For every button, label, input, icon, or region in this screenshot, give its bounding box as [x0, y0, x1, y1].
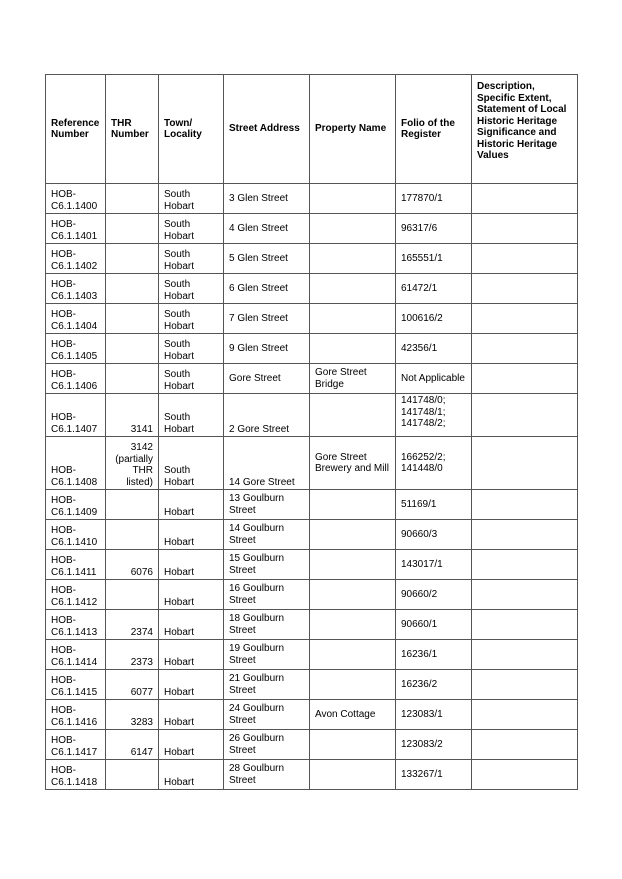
cell-description: [472, 184, 578, 214]
cell-thr-number: [106, 520, 159, 550]
cell-thr-number: [106, 490, 159, 520]
header-folio: Folio of the Register: [396, 75, 472, 184]
cell-description: [472, 490, 578, 520]
cell-description: [472, 364, 578, 394]
table-row: [46, 394, 578, 437]
cell-description: [472, 214, 578, 244]
table-row: [46, 520, 578, 550]
cell-folio: 143017/1: [396, 550, 472, 580]
heritage-register-table: [45, 74, 578, 790]
cell-reference-number: HOB-C6.1.1401: [46, 214, 106, 244]
table-row: [46, 334, 578, 364]
cell-description: [472, 334, 578, 364]
cell-street-address: 6 Glen Street: [224, 274, 310, 304]
cell-thr-number: 6076: [106, 550, 159, 580]
cell-property-name: [310, 214, 396, 244]
cell-property-name: [310, 244, 396, 274]
cell-reference-number: HOB-C6.1.1414: [46, 640, 106, 670]
cell-folio: 51169/1: [396, 490, 472, 520]
cell-reference-number: HOB-C6.1.1409: [46, 490, 106, 520]
header-description: Description, Specific Extent, Statement of Local Historic Heritage Significance and Historic Heritage Values: [472, 75, 578, 184]
cell-street-address: 13 Goulburn Street: [224, 490, 310, 520]
cell-reference-number: HOB-C6.1.1418: [46, 760, 106, 790]
cell-property-name: [310, 670, 396, 700]
cell-folio: 16236/2: [396, 670, 472, 700]
cell-reference-number: HOB-C6.1.1408: [46, 437, 106, 490]
cell-town-locality: South Hobart: [159, 214, 224, 244]
cell-folio: 90660/2: [396, 580, 472, 610]
cell-property-name: [310, 274, 396, 304]
cell-folio: 61472/1: [396, 274, 472, 304]
cell-folio: 166252/2; 141448/0: [396, 437, 472, 490]
cell-street-address: 24 Goulburn Street: [224, 700, 310, 730]
cell-thr-number: [106, 304, 159, 334]
cell-folio: 100616/2: [396, 304, 472, 334]
table-row: [46, 304, 578, 334]
cell-thr-number: 2373: [106, 640, 159, 670]
cell-description: [472, 580, 578, 610]
table-row: [46, 274, 578, 304]
cell-property-name: [310, 550, 396, 580]
cell-property-name: [310, 640, 396, 670]
cell-thr-number: 3283: [106, 700, 159, 730]
cell-thr-number: 3142 (partially THR listed): [106, 437, 159, 490]
table-row: [46, 670, 578, 700]
cell-folio: 42356/1: [396, 334, 472, 364]
table-row: [46, 244, 578, 274]
cell-thr-number: [106, 760, 159, 790]
cell-street-address: 15 Goulburn Street: [224, 550, 310, 580]
cell-description: [472, 274, 578, 304]
cell-reference-number: HOB-C6.1.1402: [46, 244, 106, 274]
cell-property-name: [310, 580, 396, 610]
table-row: [46, 700, 578, 730]
cell-street-address: 18 Goulburn Street: [224, 610, 310, 640]
cell-street-address: 14 Goulburn Street: [224, 520, 310, 550]
cell-street-address: 16 Goulburn Street: [224, 580, 310, 610]
cell-property-name: [310, 730, 396, 760]
cell-folio: 90660/1: [396, 610, 472, 640]
cell-town-locality: South Hobart: [159, 184, 224, 214]
cell-description: [472, 670, 578, 700]
cell-property-name: [310, 760, 396, 790]
cell-folio: 123083/1: [396, 700, 472, 730]
cell-description: [472, 394, 578, 437]
cell-description: [472, 520, 578, 550]
cell-property-name: [310, 334, 396, 364]
cell-description: [472, 244, 578, 274]
cell-thr-number: [106, 274, 159, 304]
cell-reference-number: HOB-C6.1.1410: [46, 520, 106, 550]
cell-street-address: 2 Gore Street: [224, 394, 310, 437]
cell-folio: 165551/1: [396, 244, 472, 274]
cell-town-locality: Hobart: [159, 700, 224, 730]
cell-description: [472, 550, 578, 580]
cell-description: [472, 700, 578, 730]
cell-reference-number: HOB-C6.1.1417: [46, 730, 106, 760]
cell-street-address: 3 Glen Street: [224, 184, 310, 214]
cell-description: [472, 304, 578, 334]
cell-town-locality: South Hobart: [159, 364, 224, 394]
table-row: [46, 730, 578, 760]
header-street-address: Street Address: [224, 75, 310, 184]
cell-street-address: 9 Glen Street: [224, 334, 310, 364]
cell-property-name: [310, 394, 396, 437]
cell-description: [472, 610, 578, 640]
cell-street-address: 26 Goulburn Street: [224, 730, 310, 760]
cell-reference-number: HOB-C6.1.1407: [46, 394, 106, 437]
header-thr-number: THR Number: [106, 75, 159, 184]
cell-thr-number: [106, 244, 159, 274]
cell-town-locality: South Hobart: [159, 437, 224, 490]
cell-folio: 123083/2: [396, 730, 472, 760]
cell-town-locality: Hobart: [159, 760, 224, 790]
cell-description: [472, 437, 578, 490]
table-row: [46, 640, 578, 670]
header-town-locality: Town/ Locality: [159, 75, 224, 184]
cell-street-address: 7 Glen Street: [224, 304, 310, 334]
cell-thr-number: 2374: [106, 610, 159, 640]
cell-town-locality: Hobart: [159, 490, 224, 520]
cell-property-name: [310, 610, 396, 640]
cell-folio: 16236/1: [396, 640, 472, 670]
cell-street-address: 19 Goulburn Street: [224, 640, 310, 670]
cell-street-address: 14 Gore Street: [224, 437, 310, 490]
cell-street-address: 28 Goulburn Street: [224, 760, 310, 790]
cell-property-name: Gore Street Bridge: [310, 364, 396, 394]
cell-thr-number: [106, 334, 159, 364]
cell-reference-number: HOB-C6.1.1415: [46, 670, 106, 700]
cell-folio: 177870/1: [396, 184, 472, 214]
cell-town-locality: South Hobart: [159, 274, 224, 304]
cell-thr-number: [106, 214, 159, 244]
cell-folio: 133267/1: [396, 760, 472, 790]
table-row: [46, 550, 578, 580]
cell-town-locality: South Hobart: [159, 334, 224, 364]
cell-property-name: [310, 490, 396, 520]
cell-thr-number: 6147: [106, 730, 159, 760]
cell-town-locality: Hobart: [159, 730, 224, 760]
cell-thr-number: [106, 364, 159, 394]
table-header-row: [46, 75, 578, 184]
cell-folio: Not Applicable: [396, 364, 472, 394]
cell-description: [472, 730, 578, 760]
cell-property-name: [310, 304, 396, 334]
cell-thr-number: 6077: [106, 670, 159, 700]
cell-folio: 90660/3: [396, 520, 472, 550]
table-row: [46, 490, 578, 520]
header-reference-number: Reference Number: [46, 75, 106, 184]
cell-street-address: 4 Glen Street: [224, 214, 310, 244]
cell-town-locality: Hobart: [159, 520, 224, 550]
cell-reference-number: HOB-C6.1.1400: [46, 184, 106, 214]
cell-town-locality: Hobart: [159, 670, 224, 700]
cell-description: [472, 640, 578, 670]
cell-town-locality: Hobart: [159, 550, 224, 580]
cell-street-address: 5 Glen Street: [224, 244, 310, 274]
cell-reference-number: HOB-C6.1.1406: [46, 364, 106, 394]
cell-town-locality: South Hobart: [159, 394, 224, 437]
cell-town-locality: Hobart: [159, 640, 224, 670]
cell-reference-number: HOB-C6.1.1405: [46, 334, 106, 364]
cell-reference-number: HOB-C6.1.1416: [46, 700, 106, 730]
table-row: [46, 184, 578, 214]
cell-reference-number: HOB-C6.1.1404: [46, 304, 106, 334]
cell-property-name: Gore Street Brewery and Mill: [310, 437, 396, 490]
table-row: [46, 580, 578, 610]
cell-reference-number: HOB-C6.1.1412: [46, 580, 106, 610]
table-row: [46, 760, 578, 790]
cell-thr-number: 3141: [106, 394, 159, 437]
cell-town-locality: Hobart: [159, 610, 224, 640]
cell-town-locality: Hobart: [159, 580, 224, 610]
table-row: [46, 214, 578, 244]
cell-reference-number: HOB-C6.1.1411: [46, 550, 106, 580]
cell-thr-number: [106, 580, 159, 610]
cell-reference-number: HOB-C6.1.1413: [46, 610, 106, 640]
cell-thr-number: [106, 184, 159, 214]
cell-folio: 96317/6: [396, 214, 472, 244]
table-row: [46, 610, 578, 640]
table-row: [46, 364, 578, 394]
cell-property-name: Avon Cottage: [310, 700, 396, 730]
cell-reference-number: HOB-C6.1.1403: [46, 274, 106, 304]
cell-property-name: [310, 520, 396, 550]
cell-town-locality: South Hobart: [159, 244, 224, 274]
cell-folio: 141748/0; 141748/1; 141748/2;: [396, 394, 472, 437]
cell-street-address: 21 Goulburn Street: [224, 670, 310, 700]
cell-town-locality: South Hobart: [159, 304, 224, 334]
cell-street-address: Gore Street: [224, 364, 310, 394]
table-row: [46, 437, 578, 490]
cell-description: [472, 760, 578, 790]
header-property-name: Property Name: [310, 75, 396, 184]
cell-property-name: [310, 184, 396, 214]
